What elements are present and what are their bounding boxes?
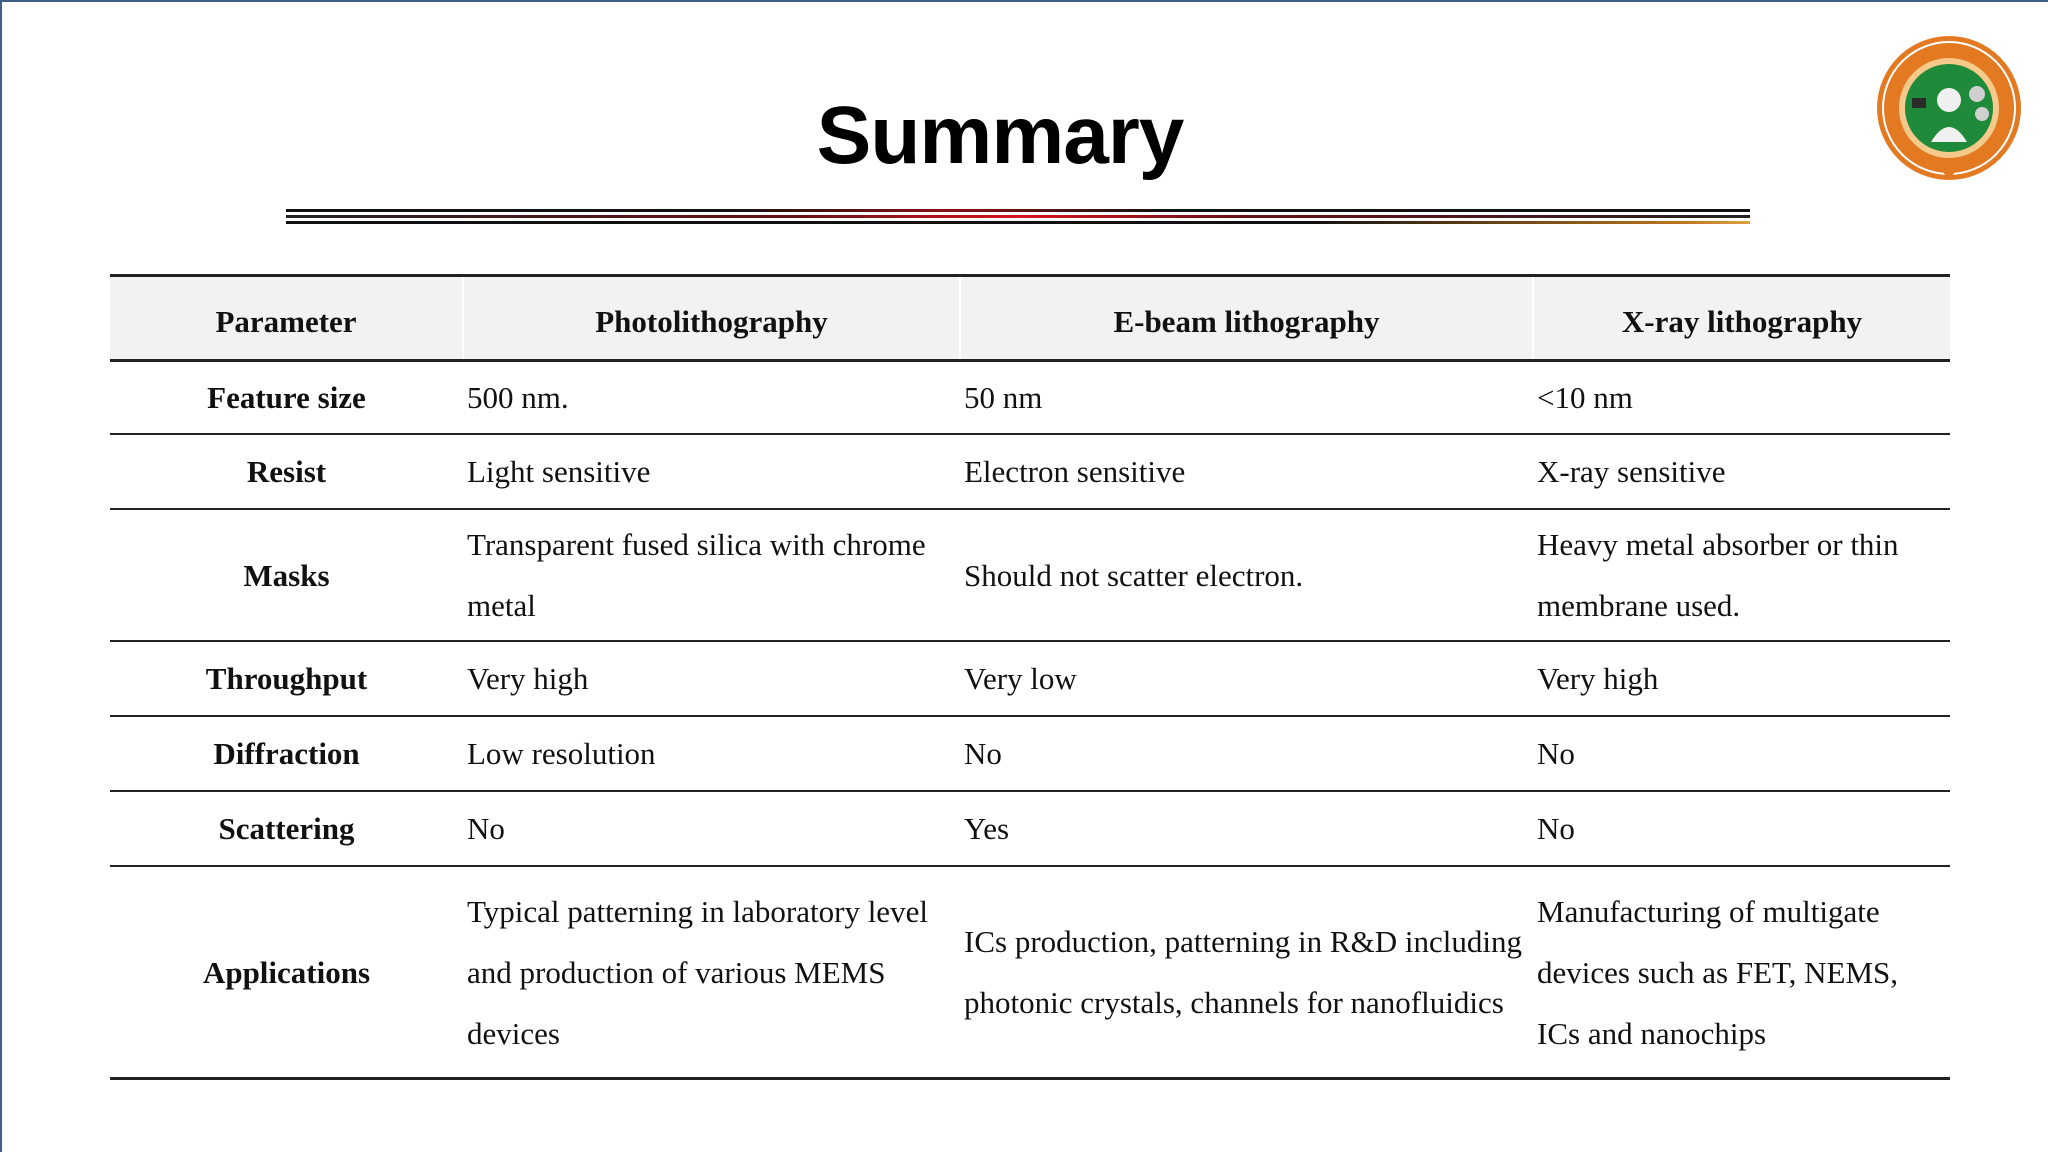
- slide-frame-left: [0, 0, 2, 1152]
- title-underline-rule: [286, 209, 1750, 225]
- cell-photolithography: Very high: [463, 641, 960, 716]
- table-row: [110, 791, 1950, 866]
- summary-table: [110, 274, 1950, 1080]
- table-header-row: [110, 276, 1950, 361]
- cell-ebeam-lithography: Electron sensitive: [960, 434, 1533, 509]
- slide-frame-top: [0, 0, 2048, 2]
- row-parameter: Masks: [110, 509, 463, 641]
- row-parameter: Diffraction: [110, 716, 463, 791]
- cell-ebeam-lithography: Very low: [960, 641, 1533, 716]
- row-parameter: Resist: [110, 434, 463, 509]
- table-row: [110, 866, 1950, 1079]
- cell-photolithography: 500 nm.: [463, 361, 960, 435]
- cell-ebeam-lithography: ICs production, patterning in R&D including photonic crystals, channels for nanofluidics: [960, 866, 1533, 1079]
- column-header-photolithography: Photolithography: [463, 276, 960, 361]
- university-seal-logo-icon: [1874, 20, 2024, 195]
- row-parameter: Throughput: [110, 641, 463, 716]
- row-parameter: Scattering: [110, 791, 463, 866]
- cell-xray-lithography: X-ray sensitive: [1533, 434, 1950, 509]
- cell-ebeam-lithography: Should not scatter electron.: [960, 509, 1533, 641]
- cell-xray-lithography: No: [1533, 791, 1950, 866]
- table-row: [110, 716, 1950, 791]
- row-parameter: Applications: [110, 866, 463, 1079]
- cell-photolithography: No: [463, 791, 960, 866]
- cell-xray-lithography: Very high: [1533, 641, 1950, 716]
- cell-xray-lithography: No: [1533, 716, 1950, 791]
- column-header-ebeam-lithography: E-beam lithography: [960, 276, 1533, 361]
- cell-photolithography: Light sensitive: [463, 434, 960, 509]
- column-header-xray-lithography: X-ray lithography: [1533, 276, 1950, 361]
- slide-title: Summary: [816, 90, 1184, 181]
- cell-ebeam-lithography: 50 nm: [960, 361, 1533, 435]
- cell-ebeam-lithography: Yes: [960, 791, 1533, 866]
- cell-xray-lithography: Manufacturing of multigate devices such as FET, NEMS, ICs and nanochips: [1533, 866, 1950, 1079]
- table-row: [110, 509, 1950, 641]
- cell-photolithography: Transparent fused silica with chrome metal: [463, 509, 960, 641]
- cell-xray-lithography: Heavy metal absorber or thin membrane used.: [1533, 509, 1950, 641]
- column-header-parameter: Parameter: [110, 276, 463, 361]
- row-parameter: Feature size: [110, 361, 463, 435]
- table-row: [110, 434, 1950, 509]
- table-row: [110, 641, 1950, 716]
- table-row: [110, 361, 1950, 435]
- cell-xray-lithography: <10 nm: [1533, 361, 1950, 435]
- cell-photolithography: Typical patterning in laboratory level and production of various MEMS devices: [463, 866, 960, 1079]
- cell-ebeam-lithography: No: [960, 716, 1533, 791]
- cell-photolithography: Low resolution: [463, 716, 960, 791]
